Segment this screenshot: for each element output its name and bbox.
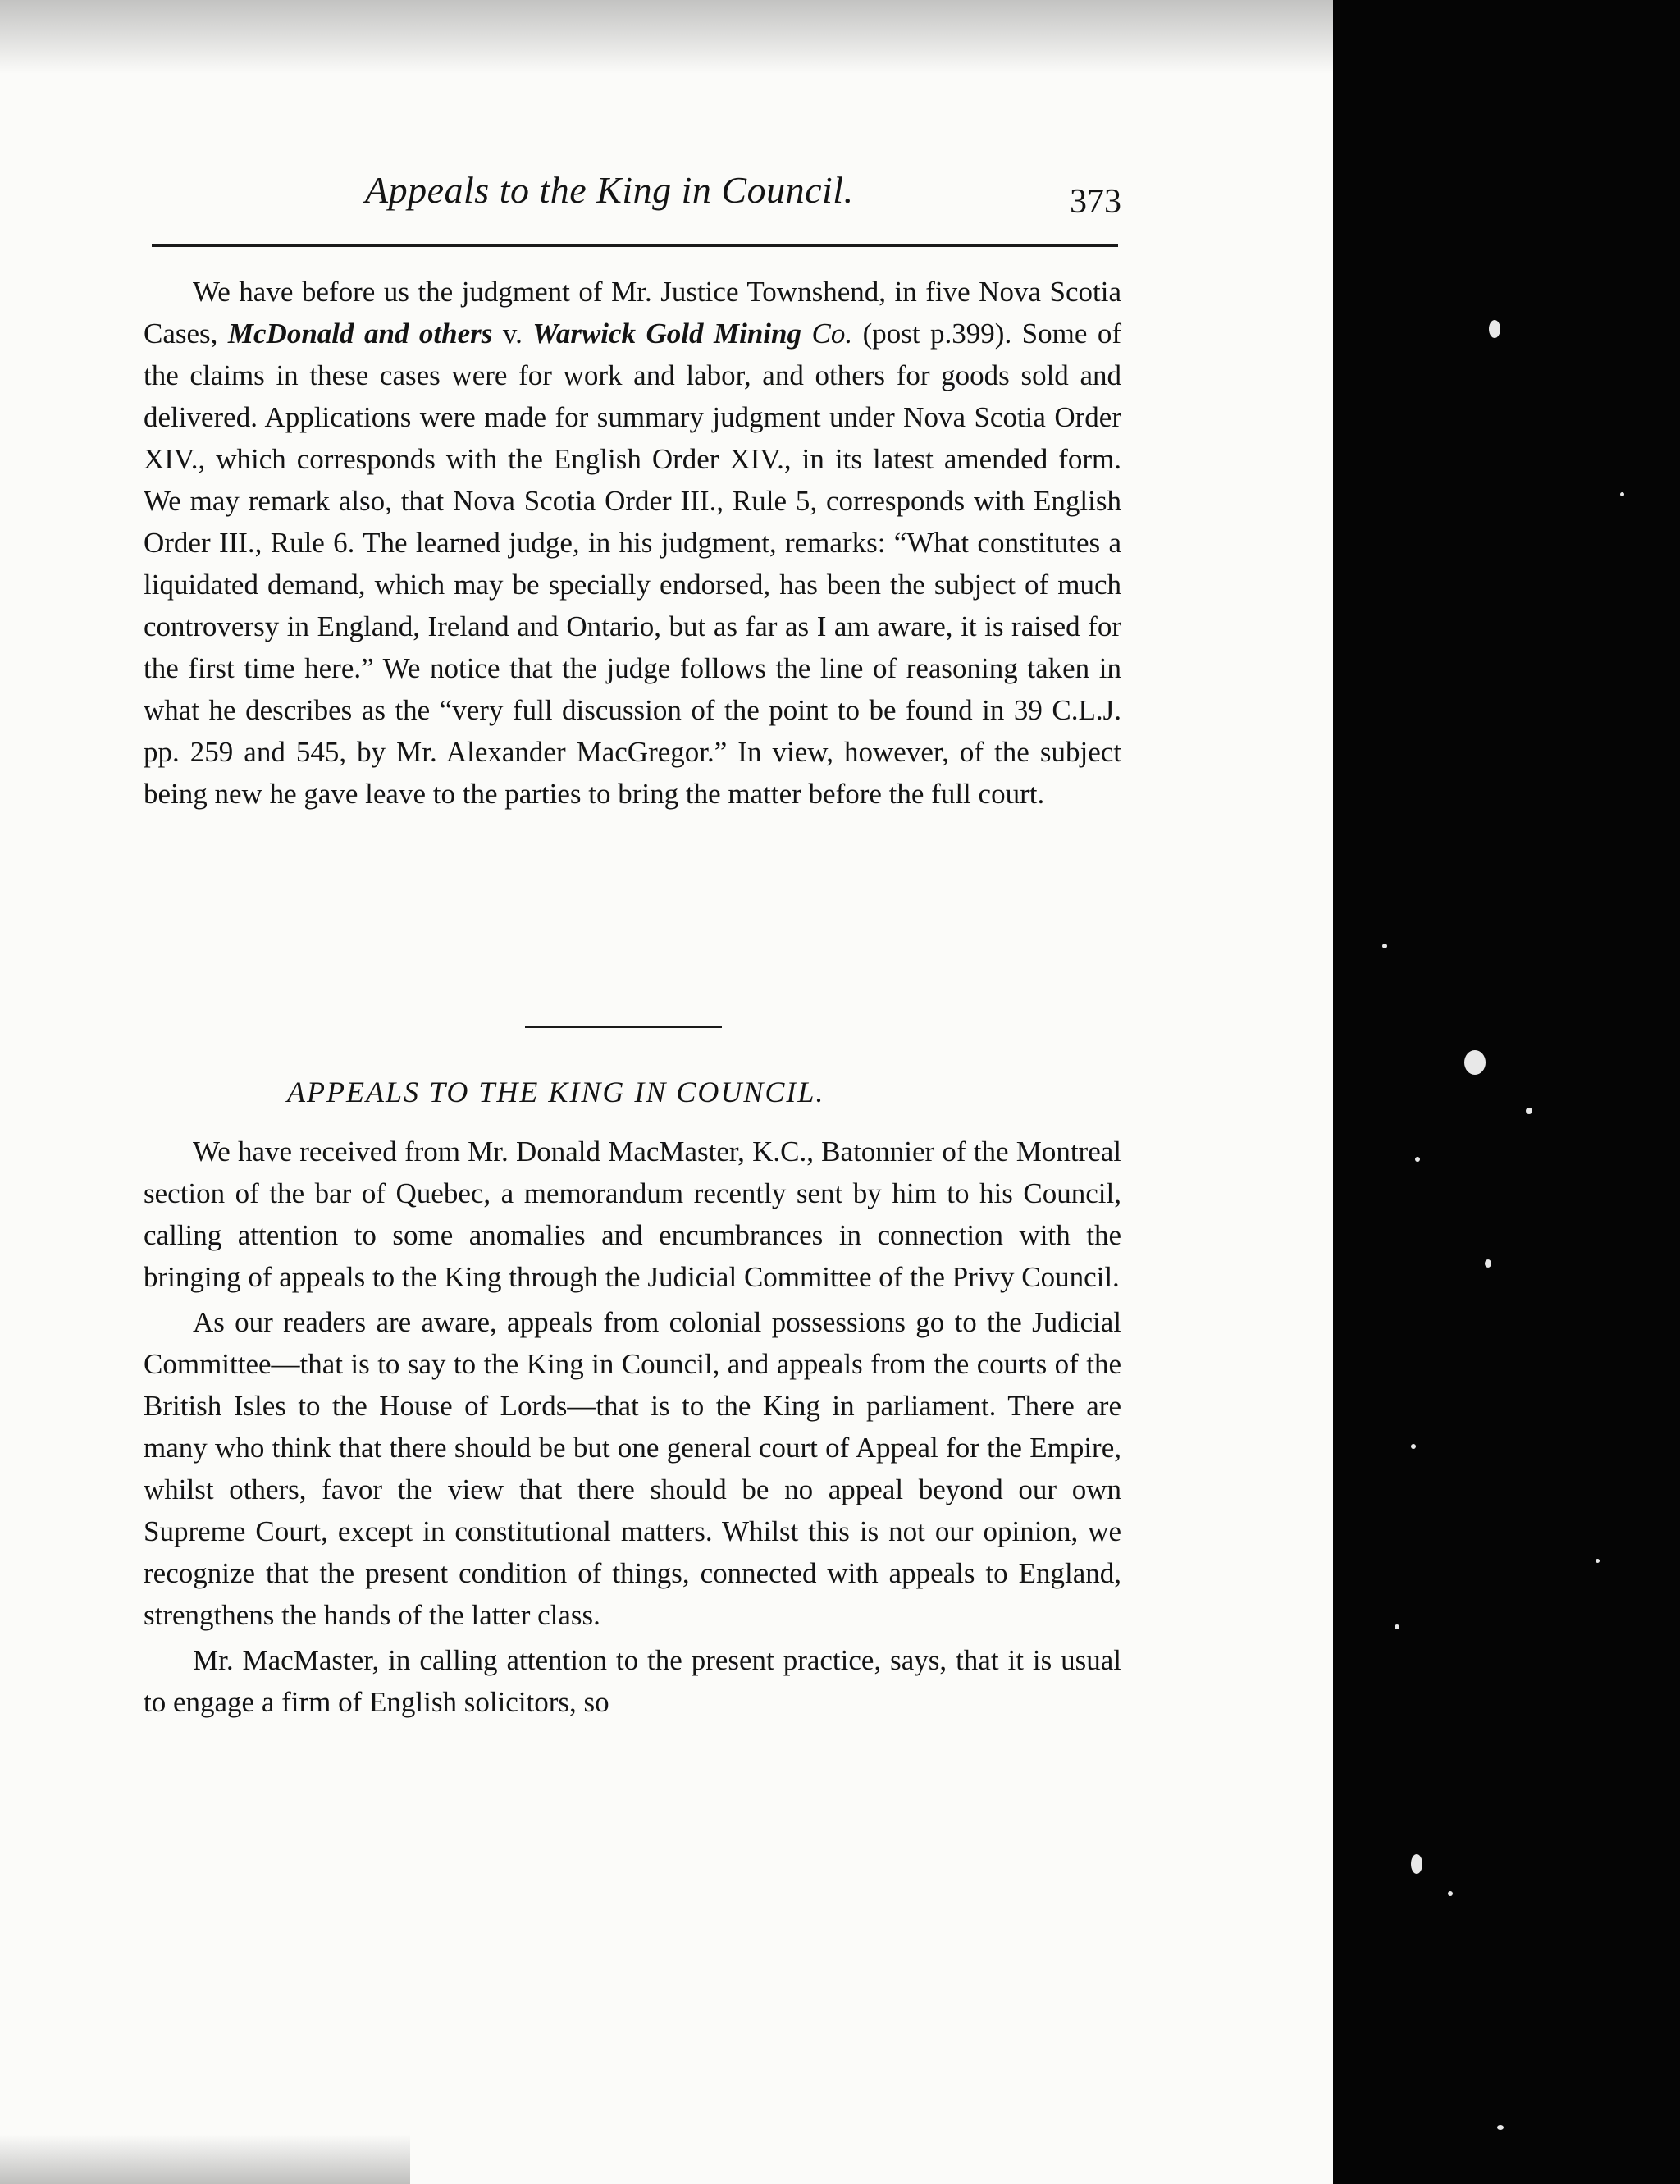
case-name: McDonald and others	[227, 318, 493, 350]
section-heading: APPEALS TO THE KING IN COUNCIL.	[287, 1076, 825, 1108]
scan-shadow-bottom	[0, 2135, 410, 2184]
space-text	[801, 318, 811, 350]
page-number: 373	[1070, 183, 1121, 221]
scan-speck	[1395, 1624, 1399, 1629]
running-title: Appeals to the King in Council.	[365, 169, 854, 211]
paragraph-text: We have before us the judgment of Mr. Justice Townshend, in five Nova Scotia Cases,	[144, 276, 1121, 350]
scan-speck	[1411, 1854, 1422, 1874]
case-party-suffix: Co.	[811, 318, 853, 350]
paragraph: We have received from Mr. Donald MacMaster, K.C., Batonnier of the Montreal section of the bar of Quebec, a memorandum recently sent by him to his Council, calling attention to some anomalies and encumbrances in connection with the bringing of appeals to the King through the Judicial Committee of the Privy Council.	[144, 1135, 1121, 1293]
scan-speck	[1415, 1157, 1420, 1162]
versus-text: v.	[492, 318, 533, 350]
scan-speck	[1620, 492, 1624, 496]
scan-dark-margin	[1333, 0, 1680, 2184]
running-header	[144, 164, 1121, 230]
scan-speck	[1596, 1559, 1600, 1563]
paragraph	[144, 271, 1121, 815]
scan-speck	[1497, 2125, 1504, 2130]
scan-speck	[1411, 1444, 1416, 1449]
scan-speck	[1448, 1891, 1453, 1896]
article-appeals-king	[144, 1131, 1121, 1723]
scan-speck	[1485, 1259, 1491, 1268]
scan-speck	[1382, 944, 1387, 948]
header-rule	[152, 244, 1118, 247]
scan-shadow-top	[0, 0, 1333, 74]
paragraph-text: (post p.399). Some of the claims in these cases were for work and labor, and others for goods sold and delivered. Applications were made for summary judgment under Nova Scotia Order XIV., which corresponds with the English Order XIV., in its latest amended form. We may remark also, that Nova Scotia Order III., Rule 5, corresponds with English Order III., Rule 6. The learned judge, in his judgment, remarks: “What constitutes a liquidated demand, which may be specially endorsed, has been the subject of much controversy in England, Ireland and Ontario, but as far as I am aware, it is raised for the first time here.” We notice that the judge follows the line of reasoning taken in what he describes as the “very full discussion of the point to be found in 39 C.L.J. pp. 259 and 545, by Mr. Alexander MacGregor.” In view, however, of the subject being new he gave leave to the parties to bring the matter before the full court.	[144, 318, 1122, 810]
section-divider	[525, 1026, 722, 1028]
scan-speck	[1464, 1050, 1486, 1075]
case-party: Warwick Gold Mining	[532, 318, 801, 350]
scan-speck	[1489, 320, 1500, 338]
paragraph: Mr. MacMaster, in calling attention to the present practice, says, that it is usual to engage a firm of English solicitors, so	[144, 1644, 1121, 1718]
scan-speck	[1526, 1108, 1532, 1114]
paragraph: As our readers are aware, appeals from colonial possessions go to the Judicial Committee—that is to say to the King in Council, and appeals from the courts of the British Isles to the House of Lords—that is to the King in parliament. There are many who think that there should be but one general court of Appeal for the Empire, whilst others, favor the view that there should be no appeal beyond our own Supreme Court, except in constitutional matters. Whilst this is not our opinion, we recognize that the present condition of things, connected with appeals to England, strengthens the hands of the latter class.	[144, 1306, 1121, 1631]
article-townshend-judgment	[144, 271, 1121, 815]
